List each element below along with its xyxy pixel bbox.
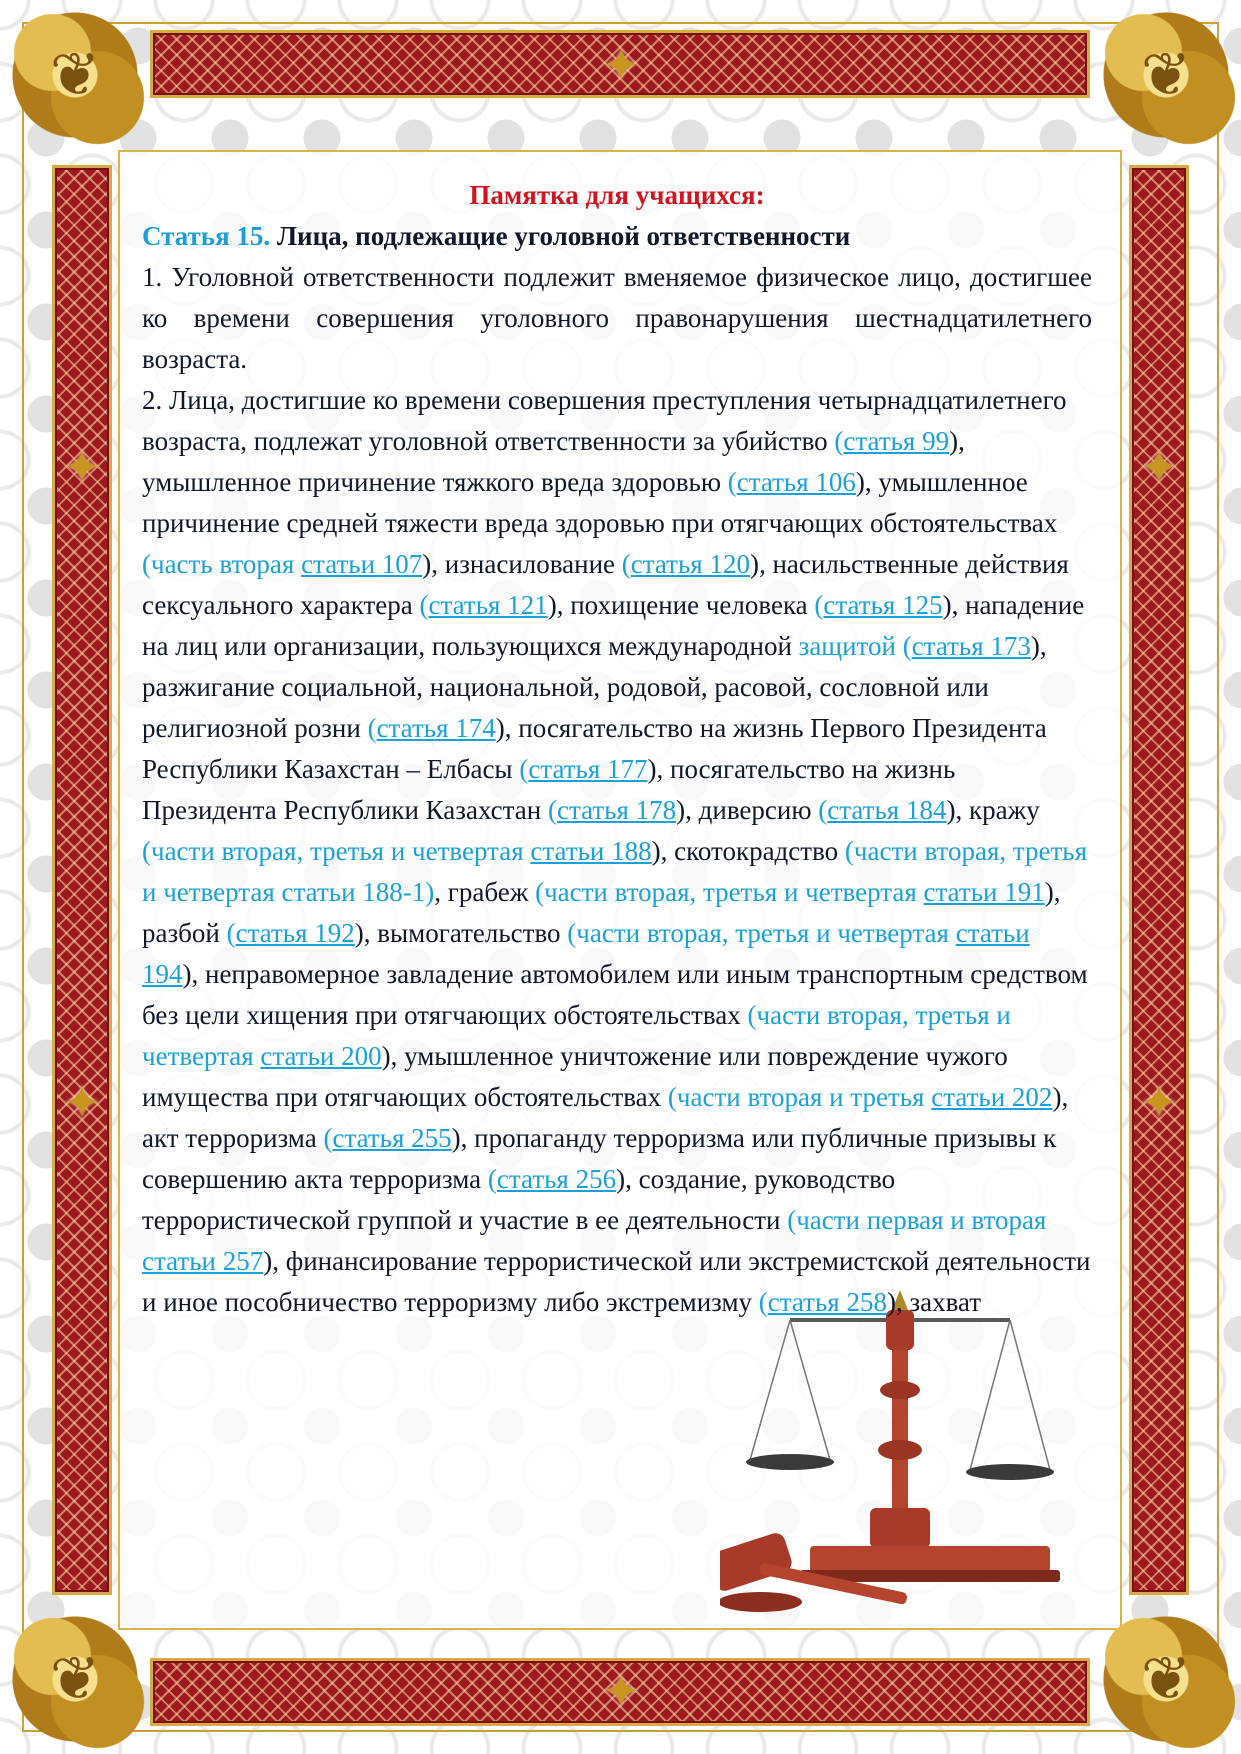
article-link[interactable]: статья 192: [235, 918, 355, 948]
article-link[interactable]: статья 177: [528, 754, 648, 784]
reference-text: (части вторая, третья и четвертая: [567, 918, 956, 948]
paragraph-text: 2. Лица, достигшие ко времени совершения преступления четырнадцатилетнего возраста, подлежат уголовной ответственности за убийство: [142, 385, 1067, 456]
ornament-corner-icon: ❦: [1091, 0, 1241, 150]
reference-text: (: [814, 590, 824, 620]
frame-band-right: [1129, 165, 1189, 1595]
reference-text: (: [818, 795, 828, 825]
reference-text: (: [727, 467, 737, 497]
paragraph-text: ): [1052, 1082, 1062, 1112]
paragraph-text: , умышленное причинение средней тяжести вреда здоровью при отягчающих обстоятельствах: [142, 467, 1058, 538]
article-link[interactable]: статья 258: [767, 1287, 887, 1317]
medallion-icon: ✦: [62, 440, 102, 494]
ornament-corner-icon: ❦: [0, 1604, 150, 1754]
medallion-icon: ✦: [601, 1664, 641, 1718]
article-link[interactable]: статья 174: [376, 713, 496, 743]
reference-text: (: [519, 754, 529, 784]
reference-text: (: [487, 1164, 497, 1194]
paragraph-text: ): [1044, 877, 1054, 907]
paragraph-text: ): [749, 549, 759, 579]
article-number: Статья 15.: [142, 221, 271, 251]
paragraph-text: , изнасилование: [431, 549, 622, 579]
medallion-icon: ✦: [62, 1075, 102, 1129]
reference-text: (части первая и вторая: [787, 1205, 1047, 1235]
article-link[interactable]: статья 99: [843, 426, 950, 456]
article-link[interactable]: статья 125: [823, 590, 943, 620]
article-link[interactable]: статья 106: [736, 467, 856, 497]
reference-text: (части вторая и третья: [667, 1082, 932, 1112]
article-link[interactable]: статьи 202: [931, 1082, 1053, 1112]
document-body: [142, 175, 1092, 1323]
paragraph-text: ): [647, 754, 657, 784]
paragraph-text: ): [616, 1164, 626, 1194]
paragraph-text: ): [547, 590, 557, 620]
paragraph-text: , диверсию: [685, 795, 819, 825]
paragraph-text: ): [182, 959, 192, 989]
paragraph-text: ): [676, 795, 686, 825]
article-link[interactable]: статьи 191: [923, 877, 1045, 907]
paragraph-text: , насильственные действия сексуального характера: [142, 549, 1069, 620]
paragraph-text: , вымогательство: [363, 918, 568, 948]
article-link[interactable]: статья 120: [630, 549, 750, 579]
reference-text: защитой: [798, 631, 903, 661]
article-heading: [142, 216, 1092, 257]
reference-text: (части вторая, третья и четвертая: [535, 877, 924, 907]
scales-and-gavel-icon: [720, 1280, 1080, 1620]
reference-text: (части вторая, третья и четвертая статьи 188-1): [142, 836, 1088, 907]
paragraph-text: , умышленное причинение тяжкого вреда здоровью: [142, 426, 965, 497]
article-link[interactable]: статьи 194: [142, 918, 1030, 989]
paragraph-text: , акт терроризма: [142, 1082, 1069, 1153]
paragraph-text: , разжигание социальной, национальной, родовой, расовой, сословной или религиозной розни: [142, 631, 1047, 743]
reference-text: (: [621, 549, 631, 579]
paragraph-text: , захват: [895, 1287, 982, 1317]
paragraph-text: , кражу: [955, 795, 1040, 825]
reference-text: (: [419, 590, 429, 620]
paragraph-text: ): [495, 713, 505, 743]
reference-text: (: [226, 918, 236, 948]
paragraph-text: ): [1030, 631, 1040, 661]
paragraph-text: ): [946, 795, 956, 825]
article-title: Лица, подлежащие уголовной ответственности: [276, 221, 851, 251]
paragraph-text: , пропаганду терроризма или публичные призывы к совершению акта терроризма: [142, 1123, 1057, 1194]
paragraph-text: ): [942, 590, 952, 620]
ornament-corner-icon: ❦: [1091, 1604, 1241, 1754]
article-link[interactable]: статья 184: [827, 795, 947, 825]
paragraph-text: ): [381, 1041, 391, 1071]
reference-text: (: [367, 713, 377, 743]
paragraph-1: 1. Уголовной ответственности подлежит вменяемое физическое лицо, достигшее ко времени совершения уголовного правонарушения шестнадцатилетнего возраста.: [142, 262, 1092, 374]
article-link[interactable]: статьи 107: [301, 549, 423, 579]
paragraph-text: , посягательство на жизнь Президента Республики Казахстан: [142, 754, 956, 825]
article-link[interactable]: статьи 188: [530, 836, 652, 866]
paragraph-text: , неправомерное завладение автомобилем или иным транспортным средством без цели хищения при отягчающих обстоятельствах: [142, 959, 1088, 1030]
medallion-icon: ✦: [1139, 440, 1179, 494]
paragraph-text: ): [949, 426, 959, 456]
paragraph-text: , разбой: [142, 877, 1061, 948]
ornament-corner-icon: ❦: [0, 0, 150, 150]
paragraph-text: , создание, руководство террористической группой и участие в ее деятельности: [142, 1164, 896, 1235]
paragraph-text: ): [451, 1123, 461, 1153]
frame-band-left: [52, 165, 112, 1595]
reference-text: (: [547, 795, 557, 825]
page-title: Памятка для учащихся:: [469, 180, 765, 210]
article-link[interactable]: статья 255: [332, 1123, 452, 1153]
reference-text: (части вторая, третья и четвертая: [142, 1000, 1011, 1071]
paragraph-text: ): [263, 1246, 273, 1276]
paragraph-text: ): [651, 836, 661, 866]
paragraph-text: , нападение на лиц или организации, пользующихся международной: [142, 590, 1085, 661]
reference-text: (: [323, 1123, 333, 1153]
paragraph-text: ): [886, 1287, 896, 1317]
reference-text: (: [902, 631, 912, 661]
article-link[interactable]: статья 256: [496, 1164, 617, 1194]
paragraph-text: ): [422, 549, 432, 579]
paragraph-text: , скотокрадство: [660, 836, 845, 866]
medallion-icon: ✦: [1139, 1075, 1179, 1129]
paragraph-2: [142, 380, 1092, 1323]
article-link[interactable]: статья 178: [556, 795, 677, 825]
reference-text: (: [834, 426, 844, 456]
article-link[interactable]: статьи 200: [260, 1041, 382, 1071]
medallion-icon: ✦: [601, 38, 641, 92]
reference-text: (часть вторая: [142, 549, 302, 579]
paragraph-text: , финансирование террористической или экстремистской деятельности и иное пособничество терроризму либо экстремизму: [142, 1246, 1091, 1317]
paragraph-text: , грабеж: [434, 877, 536, 907]
reference-text: (: [758, 1287, 768, 1317]
article-link[interactable]: статьи 257: [142, 1246, 264, 1276]
paragraph-text: , похищение человека: [556, 590, 815, 620]
article-link[interactable]: статья 121: [428, 590, 548, 620]
article-link[interactable]: статья 173: [911, 631, 1031, 661]
paragraph-text: , умышленное уничтожение или повреждение чужого имущества при отягчающих обстоятельствах: [142, 1041, 1008, 1112]
paragraph-text: ): [855, 467, 865, 497]
reference-text: (части вторая, третья и четвертая: [142, 836, 531, 866]
paragraph-text: ): [354, 918, 364, 948]
paragraph-text: , посягательство на жизнь Первого Президента Республики Казахстан – Елбасы: [142, 713, 1047, 784]
